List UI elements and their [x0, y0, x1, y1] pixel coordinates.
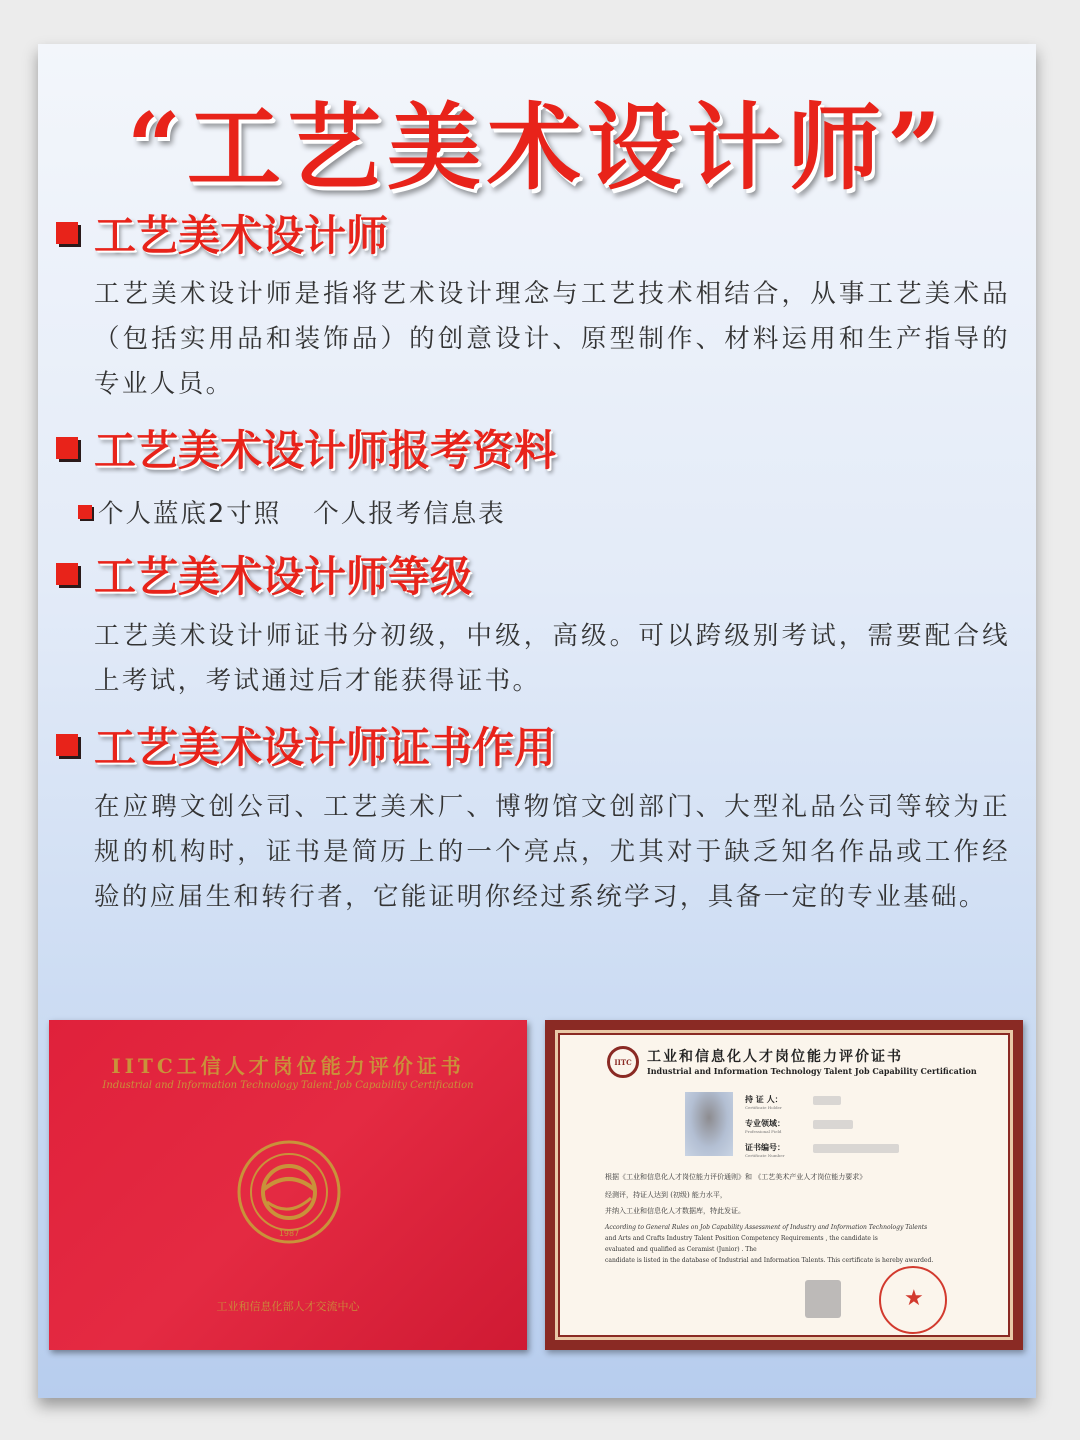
star-icon: ★	[904, 1286, 924, 1311]
certificate-text-en: evaluated and qualified as Ceramist (Junior) . The	[605, 1246, 757, 1253]
section-header-usage	[56, 718, 556, 772]
section-header-intro	[56, 206, 388, 260]
holder-photo	[685, 1092, 733, 1156]
redacted-value	[813, 1144, 899, 1153]
bullet-square-icon	[56, 563, 78, 585]
certificate-text: 根据《工业和信息化人才岗位能力评价通则》和 《工艺美术产业人才岗位能力要求》	[605, 1173, 867, 1181]
certificate-text-en: candidate is listed in the database of Industrial and Information Talents. This certificate is hereby awarded.	[605, 1257, 934, 1264]
certificate-text-en: According to General Rules on Job Capability Assessment of Industry and Information Technology Talents	[605, 1224, 928, 1231]
section-title: 工艺美术设计师	[94, 211, 389, 260]
certificate-subtitle: Industrial and Information Technology Talent Job Capability Certification	[647, 1066, 977, 1076]
certificate-text: 并纳入工业和信息化人才数据库，特此发证。	[605, 1207, 745, 1215]
section-title: 工艺美术设计师证书作用	[94, 723, 557, 772]
iitc-logo-icon: IITC	[607, 1046, 639, 1078]
certificate-text-en: and Arts and Crafts Industry Talent Position Competency Requirements , the candidate is	[605, 1235, 878, 1242]
bullet-square-icon	[78, 505, 92, 519]
list-item: 个人蓝底2寸照	[98, 499, 282, 529]
bullet-square-icon	[56, 222, 78, 244]
certificate-cover-image	[49, 1020, 527, 1350]
certificate-text: 经测评，持证人达到 (初级) 能力水平，	[605, 1191, 727, 1199]
redacted-qr-code	[805, 1280, 841, 1318]
cover-subtitle: Industrial and Information Technology Talent Job Capability Certification	[102, 1080, 474, 1091]
section-header-materials	[56, 421, 556, 475]
intro-paragraph: 工艺美术设计师是指将艺术设计理念与工艺技术相结合，从事工艺美术品（包括实用品和装饰品）的创意设计、原型制作、材料运用和生产指导的专业人员。	[94, 279, 1010, 399]
section-title: 工艺美术设计师报考资料	[94, 426, 557, 475]
redacted-value	[813, 1096, 841, 1105]
levels-paragraph: 工艺美术设计师证书分初级，中级，高级。可以跨级别考试，需要配合线上考试，考试通过后才能获得证书。	[94, 621, 1010, 696]
number-field: 证书编号： Certificate Number	[745, 1142, 785, 1158]
emblem-year: 1987	[278, 1229, 300, 1238]
certificate-document-image	[545, 1020, 1023, 1350]
section-title: 工艺美术设计师等级	[94, 552, 473, 601]
poster	[38, 44, 1036, 1398]
holder-field: 持 证 人： Certificate Holder	[745, 1094, 783, 1110]
bullet-square-icon	[56, 437, 78, 459]
field-field: 专业领域： Professional Field	[745, 1118, 785, 1134]
certificate-title: 工业和信息化人才岗位能力评价证书	[647, 1049, 903, 1065]
emblem-icon	[237, 1140, 341, 1244]
bullet-square-icon	[56, 734, 78, 756]
section-header-levels	[56, 547, 472, 601]
cover-title: IITC工信人才岗位能力评价证书	[111, 1054, 465, 1078]
usage-paragraph: 在应聘文创公司、工艺美术厂、博物馆文创部门、大型礼品公司等较为正规的机构时，证书是简历上的一个亮点，尤其对于缺乏知名作品或工作经验的应届生和转行者，它能证明你经过系统学习，具备一定的专业基础。	[94, 792, 1010, 912]
redacted-value	[813, 1120, 853, 1129]
page-title: “工艺美术设计师”	[126, 93, 948, 203]
materials-list	[78, 494, 506, 530]
list-item: 个人报考信息表	[313, 499, 506, 529]
cover-issuer: 工业和信息化部人才交流中心	[216, 1300, 360, 1313]
